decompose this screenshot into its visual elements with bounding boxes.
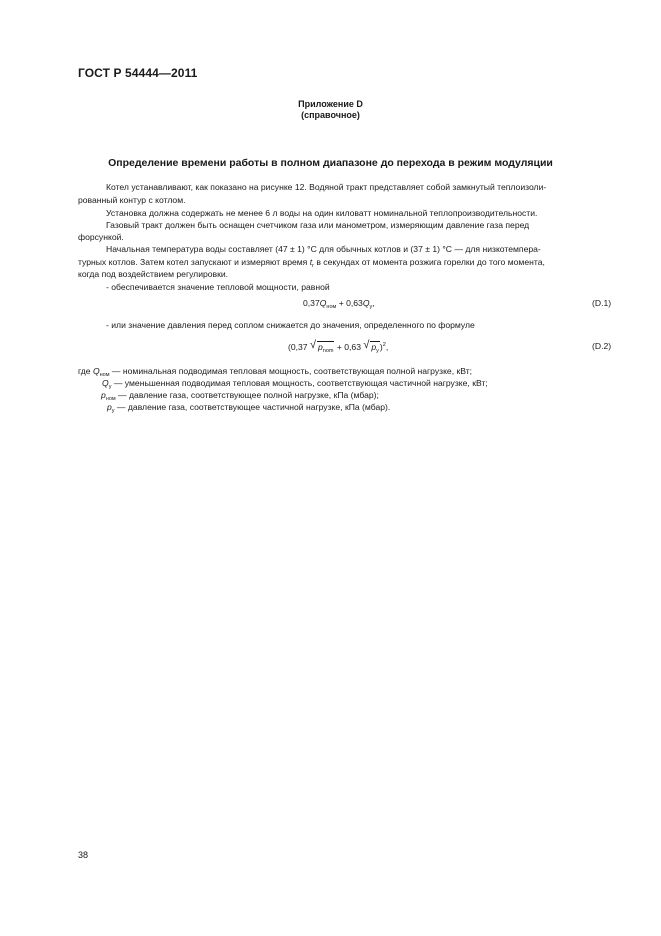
formula-bracket: (0,37 [288,342,308,352]
paragraph-3-line-1: Газовый тракт должен быть оснащен счетчиком газа или манометром, измеряющим давление газа перед [106,220,530,230]
formula-punctuation: , [385,342,389,352]
formula-symbol: p [371,342,377,352]
formula-symbol: p [317,342,323,352]
paragraph-4-line-3: когда под воздействием регулировки. [78,269,229,279]
square-root [310,341,334,357]
formula-symbol: Q [362,298,370,308]
square-root [363,341,380,357]
formula-subscript: y [369,304,373,310]
paragraph-1-line-2: рованный контур с котлом. [78,195,186,205]
where-symbol: p [101,390,106,400]
formula-d2 [288,341,388,357]
bullet-1: - обеспечивается значение тепловой мощности, равной [106,282,330,292]
appendix-label: Приложение D [298,99,363,109]
formula-bracket: ) [379,342,383,352]
formula-operator: + 0,63 [336,298,363,308]
formula-exponent: 2 [382,342,386,348]
paragraph-1-line-1: Котел устанавливают, как показано на рисунке 12. Водяной тракт представляет собой замкнутый теплоизоли- [106,182,547,192]
where-subscript: ном [99,372,110,378]
paragraph-2: Установка должна содержать не менее 6 л воды на один киловатт номинальной теплопроизводительности. [106,208,538,218]
where-row-4 [107,401,390,418]
page-number: 38 [78,850,89,860]
formula-subscript: ном [326,304,337,310]
where-symbol: Q [92,366,100,376]
formula-coefficient: 0,37 [303,298,320,308]
where-subscript: ном [105,396,116,402]
root-sign: √ [309,339,317,351]
text-run: турных котлов. Затем котел запускают и измеряют время [78,257,310,267]
formula-number-d2: (D.2) [592,341,612,351]
radicand [370,341,380,357]
where-definition: — давление газа, соответствующее полной нагрузке, кПа (мбар); [115,390,379,400]
paragraph-3-line-2: форсункой. [78,232,124,242]
formula-d1 [303,298,375,310]
formula-subscript: nom [322,348,334,354]
formula-number-d1: (D.1) [592,298,612,308]
formula-symbol: Q [319,298,327,308]
where-symbol: Q [102,378,109,388]
standard-number: ГОСТ Р 54444—2011 [78,66,198,80]
time-subscript: r [312,263,314,269]
where-lead: где [78,366,91,376]
appendix-title: Определение времени работы в полном диапазоне до перехода в режим модуляции [108,157,553,169]
where-definition: — давление газа, соответствующее частичной нагрузке, кПа (мбар). [114,402,391,412]
where-subscript: y [111,408,115,414]
formula-punctuation: , [372,298,375,308]
where-subscript: y [108,384,112,390]
bullet-2: - или значение давления перед соплом снижается до значения, определенного по формуле [106,320,475,330]
text-run: в секундах от момента розжига горелки до того момента, [313,257,545,267]
where-definition: — уменьшенная подводимая тепловая мощность, соответствующая частичной нагрузке, кВт; [111,378,488,388]
formula-operator: + 0,63 [334,342,361,352]
formula-subscript: y [376,348,379,354]
where-definition: — номинальная подводимая тепловая мощность, соответствующая полной нагрузке, кВт; [109,366,473,376]
root-sign: √ [363,339,370,351]
radicand [317,341,334,357]
where-symbol: p [107,402,112,412]
appendix-type: (справочное) [301,110,360,120]
paragraph-4-line-1: Начальная температура воды составляет (47 ± 1) °С для обычных котлов и (37 ± 1) °С — для низкотемпера- [106,244,541,254]
time-symbol: t [309,257,313,267]
